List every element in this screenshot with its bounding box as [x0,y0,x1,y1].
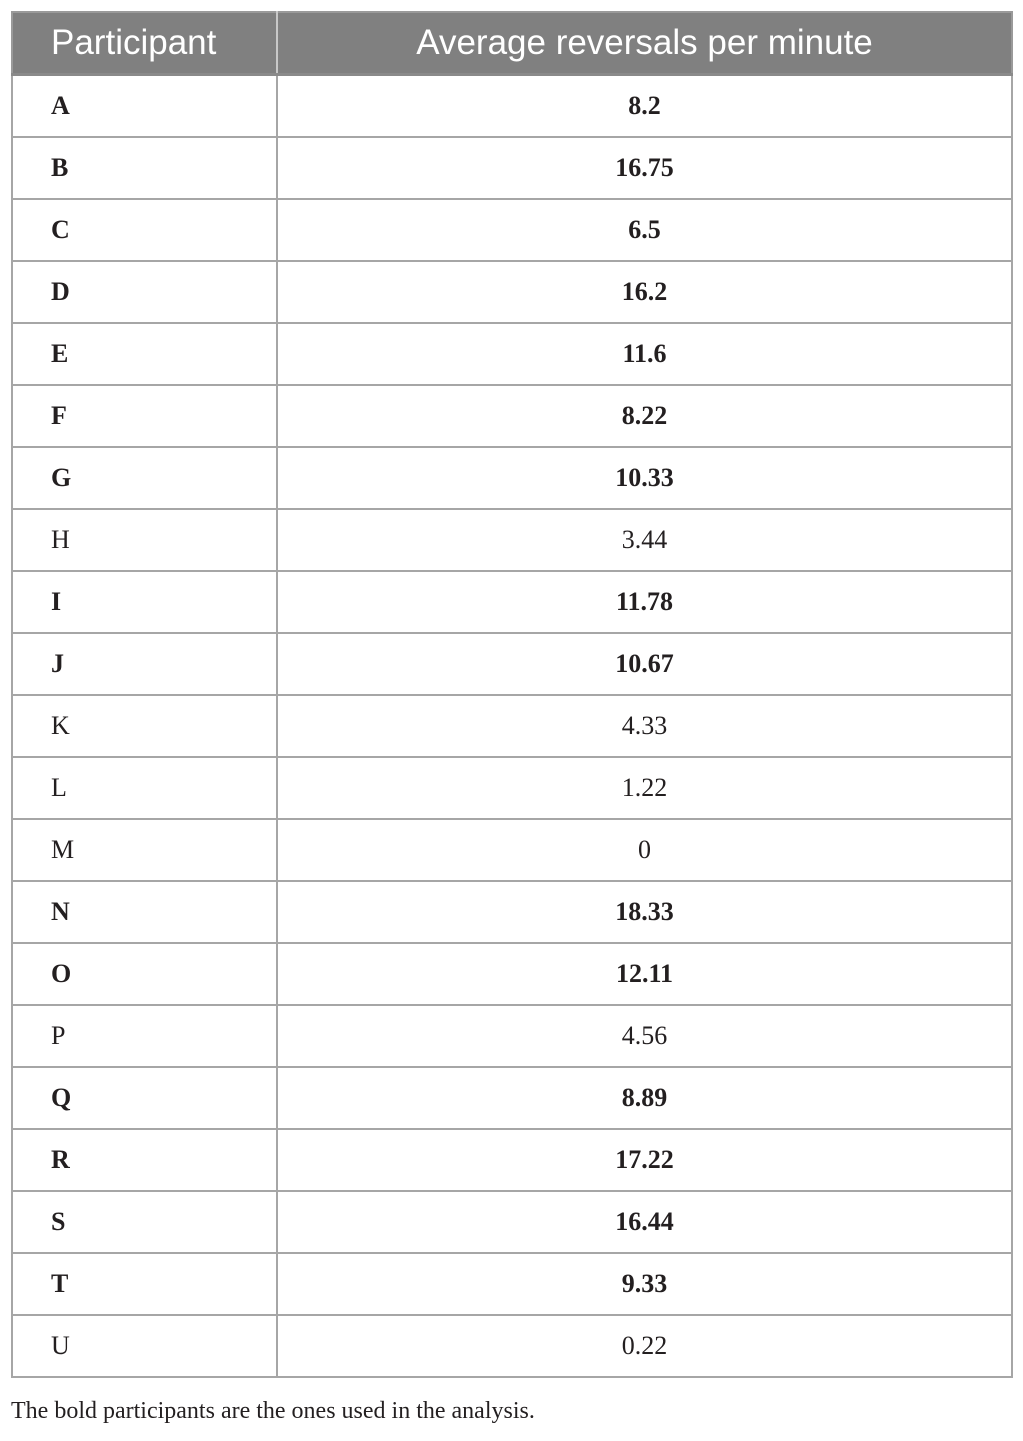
participant-column-header: Participant [12,12,277,75]
participant-cell: Q [12,1067,277,1129]
participant-cell: N [12,881,277,943]
participant-cell: L [12,757,277,819]
average-reversals-cell: 8.2 [277,75,1012,138]
participant-cell: I [12,571,277,633]
table-row [12,1129,1012,1191]
participant-cell: J [12,633,277,695]
table-row [12,137,1012,199]
average-reversals-cell: 18.33 [277,881,1012,943]
participant-cell: K [12,695,277,757]
participant-cell: M [12,819,277,881]
table-footnote: The bold participants are the ones used in the analysis. [11,1398,535,1424]
participant-cell: F [12,385,277,447]
table-row [12,943,1012,1005]
average-reversals-cell: 4.33 [277,695,1012,757]
table-row [12,447,1012,509]
average-reversals-cell: 0 [277,819,1012,881]
participant-cell: C [12,199,277,261]
table-row [12,199,1012,261]
average-reversals-cell: 11.78 [277,571,1012,633]
table-row [12,819,1012,881]
participant-cell: P [12,1005,277,1067]
table-row [12,385,1012,447]
table-row [12,695,1012,757]
participant-cell: O [12,943,277,1005]
average-reversals-cell: 16.44 [277,1191,1012,1253]
average-reversals-cell: 8.22 [277,385,1012,447]
participant-cell: S [12,1191,277,1253]
average-reversals-cell: 10.67 [277,633,1012,695]
average-reversals-cell: 3.44 [277,509,1012,571]
table-row [12,1191,1012,1253]
average-reversals-column-header: Average reversals per minute [277,12,1012,75]
table-row [12,1005,1012,1067]
participant-cell: U [12,1315,277,1377]
participant-cell: G [12,447,277,509]
participant-cell: A [12,75,277,138]
average-reversals-cell: 16.75 [277,137,1012,199]
average-reversals-cell: 11.6 [277,323,1012,385]
participant-cell: B [12,137,277,199]
average-reversals-cell: 8.89 [277,1067,1012,1129]
reversals-table [11,11,1013,1378]
table-row [12,757,1012,819]
participant-cell: E [12,323,277,385]
table-body [12,75,1012,1378]
average-reversals-cell: 10.33 [277,447,1012,509]
average-reversals-cell: 1.22 [277,757,1012,819]
table-row [12,509,1012,571]
average-reversals-cell: 16.2 [277,261,1012,323]
table-row [12,1067,1012,1129]
participant-cell: R [12,1129,277,1191]
average-reversals-cell: 6.5 [277,199,1012,261]
average-reversals-cell: 4.56 [277,1005,1012,1067]
table-row [12,323,1012,385]
average-reversals-cell: 9.33 [277,1253,1012,1315]
average-reversals-cell: 0.22 [277,1315,1012,1377]
table-header [12,12,1012,75]
table-row [12,261,1012,323]
average-reversals-cell: 12.11 [277,943,1012,1005]
participant-cell: D [12,261,277,323]
table-row [12,633,1012,695]
table-row [12,75,1012,138]
participant-cell: H [12,509,277,571]
header-row [12,12,1012,75]
table-row [12,881,1012,943]
table-row [12,571,1012,633]
table-row [12,1315,1012,1377]
average-reversals-cell: 17.22 [277,1129,1012,1191]
participant-cell: T [12,1253,277,1315]
table-row [12,1253,1012,1315]
